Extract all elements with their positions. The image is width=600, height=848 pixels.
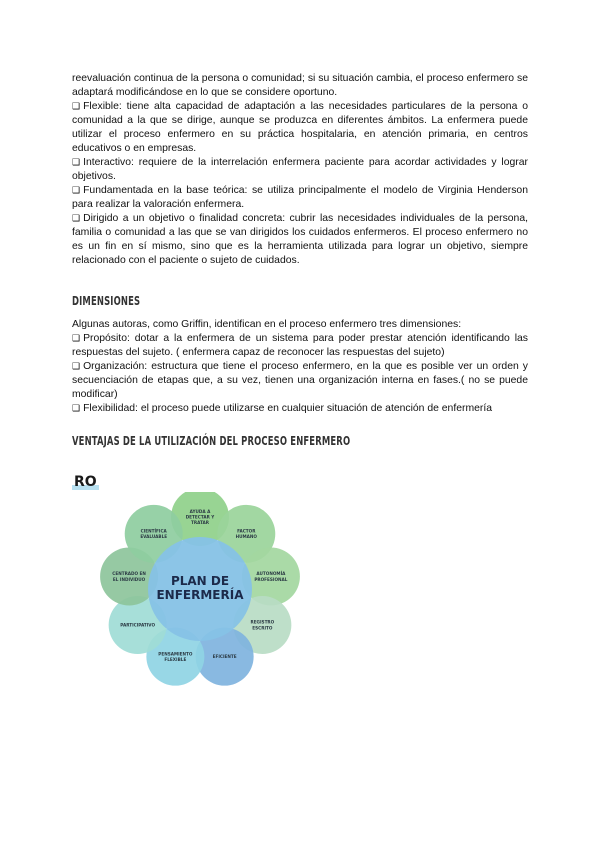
corner-label: RO: [74, 474, 97, 490]
petal-label: HUMANO: [235, 534, 257, 540]
petal-label: CENTRADO EN: [112, 571, 146, 577]
petal-label: EVALUABLE: [140, 534, 168, 540]
petal-label: TRATAR: [191, 520, 209, 526]
center-title-line1: PLAN DE: [170, 574, 230, 588]
paragraph: [72, 212, 528, 268]
paragraph-text: Organización: estructura que tiene el proceso enfermero, en la que es posible ver un orden y secuenciación de etapas que, a su vez, tienen una organización interna en fases.( no se puede modificar): [72, 361, 528, 400]
paragraph-text: Flexible: tiene alta capacidad de adaptación a las necesidades particulares de la persona o comunidad a la que se dirige, aunque se produzca en diferentes ámbitos. La enfermera puede utilizar el proceso enfermero en su práctica hospitalaria, en atención primaria, en centros educativos o en empresas.: [72, 101, 528, 154]
paragraph: [72, 318, 528, 332]
paragraph: [72, 100, 528, 156]
petal-label: ESCRITO: [252, 625, 273, 631]
paragraph: [72, 360, 528, 402]
paragraph-text: Flexibilidad: el proceso puede utilizarse en cualquier situación de atención de enfermería: [83, 403, 493, 414]
petal-label: AUTONOMÍA: [256, 571, 286, 577]
paragraph-text: Algunas autoras, como Griffin, identifican en el proceso enfermero tres dimensiones:: [72, 319, 462, 330]
petal-label: CIENTÍFICA: [140, 528, 167, 534]
checkbox-bullet-icon: ❑: [72, 186, 81, 196]
petal-label: EL INDIVIDUO: [112, 576, 146, 582]
petal-label: EFICIENTE: [212, 654, 237, 660]
paragraph-text: Propósito: dotar a la enfermera de un sistema para poder prestar atención identificando las respuestas del sujeto. ( enfermera capaz de reconocer las respuestas del sujeto): [72, 333, 528, 358]
text-block-dimensions: [72, 318, 528, 416]
checkbox-bullet-icon: ❑: [72, 214, 81, 224]
petal-label: REGISTRO: [250, 619, 275, 625]
petal-label: AYUDA A: [189, 508, 211, 514]
paragraph: [72, 72, 528, 100]
petal-label: FLEXIBLE: [164, 656, 187, 662]
paragraph: [72, 156, 528, 184]
paragraph-text: reevaluación continua de la persona o comunidad; si su situación cambia, el proceso enfermero se adaptará modificándose en lo que se considere oportuno.: [72, 73, 528, 98]
text-block-characteristics: [72, 72, 528, 268]
checkbox-bullet-icon: ❑: [72, 334, 81, 344]
checkbox-bullet-icon: ❑: [72, 362, 81, 372]
heading-dimensiones: DIMENSIONES: [72, 294, 141, 308]
center-title-line2: ENFERMERÍA: [156, 588, 244, 602]
paragraph-text: Interactivo: requiere de la interrelación enfermera paciente para acordar actividades y lograr objetivos.: [72, 157, 528, 182]
petal-label: PROFESIONAL: [254, 576, 288, 582]
petal-label: PARTICIPATIVO: [120, 622, 156, 628]
paragraph-text: Fundamentada en la base teórica: se utiliza principalmente el modelo de Virginia Henderson para realizar la valoración enfermera.: [72, 185, 528, 210]
paragraph-text: Dirigido a un objetivo o finalidad concreta: cubrir las necesidades individuales de la persona, familia o comunidad a las que se van dirigidos los cuidados enfermeros. El proceso enfermero no es un fin en sí mismo, sino que es la herramienta utilizada para lograr un objetivo, siempre relacionado con el paciente o sujeto de cuidados.: [72, 213, 528, 266]
paragraph: [72, 184, 528, 212]
paragraph: [72, 332, 528, 360]
checkbox-bullet-icon: ❑: [72, 102, 81, 112]
plan-enfermeria-diagram: [88, 492, 312, 686]
checkbox-bullet-icon: ❑: [72, 158, 81, 168]
heading-ventajas: VENTAJAS DE LA UTILIZACIÓN DEL PROCESO ENFERMERO: [72, 434, 351, 448]
checkbox-bullet-icon: ❑: [72, 404, 81, 414]
paragraph: [72, 402, 528, 416]
petal-label: FACTOR: [237, 528, 256, 534]
petal-label: DETECTAR Y: [185, 514, 215, 520]
petal-label: PENSAMIENTO: [158, 651, 193, 657]
